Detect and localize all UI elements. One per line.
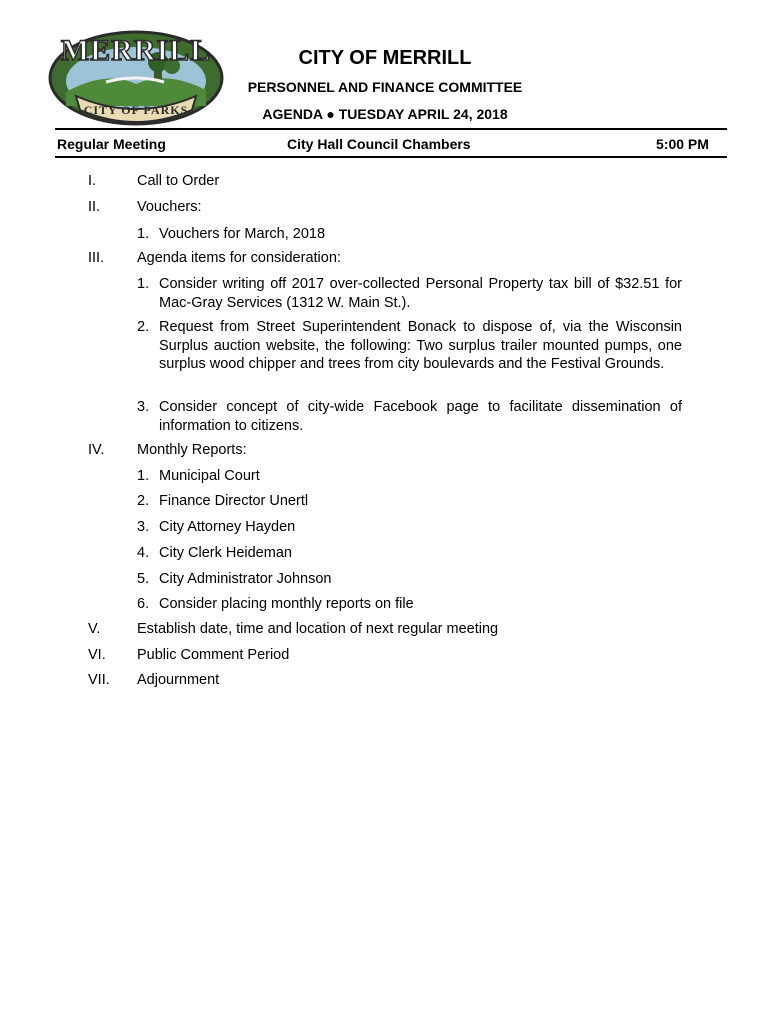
page-title: CITY OF MERRILL <box>298 47 472 69</box>
header-rule-top <box>55 128 727 130</box>
logo-banner-text: CITY OF PARKS <box>83 103 189 117</box>
subitem-text: Consider concept of city-wide Facebook page to facilitate dissemination of information to citizens. <box>159 399 682 434</box>
agenda-num: VI. <box>88 647 106 663</box>
logo-title-text: MERRILL <box>60 34 212 67</box>
agenda-num: II. <box>88 199 101 215</box>
subitem-text: City Administrator Johnson <box>159 571 332 587</box>
subitem-num: 4. <box>137 545 150 561</box>
header-rule-bottom <box>55 156 727 158</box>
agenda-item: Agenda items for consideration: <box>137 250 341 266</box>
meeting-location: City Hall Council Chambers <box>287 136 471 152</box>
subitem-num: 2. <box>137 493 150 509</box>
meeting-time: 5:00 PM <box>656 136 709 152</box>
agenda-num: IV. <box>88 442 105 458</box>
agenda-item: Vouchers: <box>137 199 202 215</box>
agenda-date: AGENDA ● TUESDAY APRIL 24, 2018 <box>262 106 508 122</box>
agenda-item: Monthly Reports: <box>137 442 247 458</box>
meeting-type: Regular Meeting <box>57 136 166 152</box>
subitem-text: Finance Director Unertl <box>159 493 309 509</box>
subitem-text: Consider placing monthly reports on file <box>159 596 414 612</box>
subitem-text: Consider writing off 2017 over-collected Personal Property tax bill of $32.51 for Mac-Gray Services (1312 W. Main St.). <box>159 276 682 311</box>
agenda-num: V. <box>88 621 101 637</box>
subitem-num: 2. <box>137 319 150 335</box>
subitem-num: 6. <box>137 596 150 612</box>
subitem-num: 1. <box>137 226 150 242</box>
subitem-num: 1. <box>137 276 150 292</box>
agenda-item: Adjournment <box>137 672 220 688</box>
merrill-city-of-parks-logo <box>46 26 226 126</box>
subitem-text: Municipal Court <box>159 468 260 484</box>
subitem-text: City Clerk Heideman <box>159 545 292 561</box>
subitem-num: 5. <box>137 571 150 587</box>
subitem-num: 3. <box>137 399 150 415</box>
subitem-num: 3. <box>137 519 150 535</box>
agenda-num: VII. <box>88 672 110 688</box>
subitem-num: 1. <box>137 468 150 484</box>
agenda-item: Call to Order <box>137 173 220 189</box>
committee-name: PERSONNEL AND FINANCE COMMITTEE <box>247 79 523 95</box>
subitem-text: City Attorney Hayden <box>159 519 296 535</box>
subitem-text: Vouchers for March, 2018 <box>159 226 326 242</box>
agenda-num: I. <box>88 173 97 189</box>
agenda-item: Establish date, time and location of next regular meeting <box>137 621 499 637</box>
agenda-num: III. <box>88 250 105 266</box>
subitem-text: Request from Street Superintendent Bonack to dispose of, via the Wisconsin Surplus auction website, the following: Two surplus trailer mounted pumps, one surplus wood chipper and trees from city boulevards and the Festival Grounds. <box>159 319 682 372</box>
agenda-item: Public Comment Period <box>137 647 290 663</box>
